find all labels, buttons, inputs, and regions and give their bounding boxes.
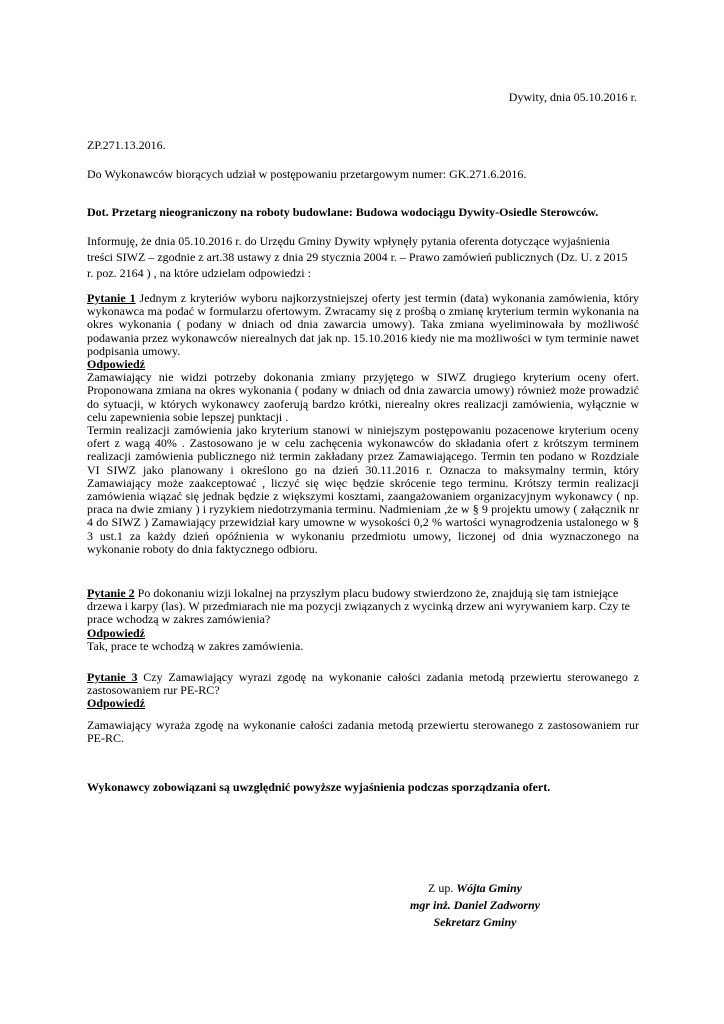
intro-paragraph bbox=[87, 233, 639, 281]
question-3-text: Czy Zamawiający wyrazi zgodę na wykonanie całości zadania metodą przewiertu sterowanego z zastosowaniem rur PE-RC? bbox=[87, 670, 639, 698]
question-2-block bbox=[87, 587, 639, 653]
place-date: Dywity, dnia 05.10.2016 r. bbox=[508, 90, 637, 104]
signature-role-line bbox=[400, 880, 550, 897]
intro-line-3: r. poz. 2164 ) , na które udzielam odpowiedzi : bbox=[87, 266, 311, 280]
reference-number: ZP.271.13.2016. bbox=[87, 138, 166, 152]
signature-block bbox=[400, 880, 550, 931]
addressee-line: Do Wykonawców biorących udział w postępowaniu przetargowym numer: GK.271.6.2016. bbox=[87, 167, 527, 181]
answer-1-paragraph-2: Termin realizacji zamówienia jako kryterium stanowi w niniejszym postępowaniu pozacenowe kryterium oceny ofert z wagą 40% . Zastosowano je w celu zachęcenia wykonawców do składania ofert z krótszym terminem realizacji zamówienia publicznego niż termin zakładany przez Zamawiającego. Termin ten podano w Rozdziale VI SIWZ jako planowany i określono go na dzień 30.11.2016 r. Oznacza to maksymalny termin, który Zamawiający może zaakceptować , liczyć się więc będzie skrócenie tego terminu. Krótszy termin realizacji zamówienia wiązać się jednak będzie z większymi kosztami, zaangażowaniem organizacyjnym wykonawcy ( np. praca na dwie zmiany ) i ryzykiem niedotrzymania terminu. Nadmieniam ,że w § 9 projektu umowy ( załącznik nr 4 do SIWZ ) Zamawiający przewidział kary umowne w wysokości 0,2 % wartości wynagrodzenia ustalonego w § 3 ust.1 za każdy dzień opóźnienia w wykonaniu przedmiotu umowy, liczonej od dnia wyznaczonego na wykonanie roboty do dnia faktycznego odbioru. bbox=[87, 423, 639, 556]
answer-3-label: Odpowiedź bbox=[87, 696, 146, 711]
signature-role: Wójta Gminy bbox=[456, 881, 522, 895]
answer-1-label: Odpowiedź bbox=[87, 357, 146, 372]
answer-1-paragraph-1: Zamawiający nie widzi potrzeby dokonania zmiany przyjętego w SIWZ drugiego kryterium oceny ofert. Proponowana zmiana na okres wykonania ( podany w dniach od dnia zawarcia umowy) również może prowadzić do sytuacji, w których wykonawcy zaoferują bardzo krótki, nierealny okres realizacji zamówienia, wyłącznie w celu zapewnienia sobie lepszej punktacji . bbox=[87, 370, 639, 424]
intro-line-1: Informuję, że dnia 05.10.2016 r. do Urzędu Gminy Dywity wpłynęły pytania oferenta dotyczące wyjaśnienia bbox=[87, 234, 610, 248]
answer-2-text: Tak, prace te wchodzą w zakres zamówienia. bbox=[87, 638, 304, 653]
answer-2-label: Odpowiedź bbox=[87, 625, 146, 640]
answer-3-text: Zamawiający wyraża zgodę na wykonanie całości zadania metodą przewiertu sterowanego z zastosowaniem rur PE-RC. bbox=[87, 717, 639, 745]
question-3 bbox=[87, 671, 639, 697]
question-1-text: Jednym z kryteriów wyboru najkorzystniejszej oferty jest termin (data) wykonania zamówienia, który wykonawca ma podać w formularzu ofertowym. Zwracamy się z prośbą o zmianę kryterium termin wykonania na okres wykonania ( podany w dniach od dnia zawarcia umowy). Taka zmiana wyeliminowała by możliwość podawania przez wykonawców nierealnych dat jak np. 15.10.2016 kiedy nie ma możliwości w tym terminie nawet podpisania umowy. bbox=[87, 291, 639, 358]
question-1-block bbox=[87, 292, 639, 556]
question-1-label: Pytanie 1 bbox=[87, 291, 136, 305]
question-2-label: Pytanie 2 bbox=[87, 586, 135, 600]
signature-prefix: Z up. bbox=[427, 881, 457, 895]
question-3-block bbox=[87, 671, 639, 745]
question-2 bbox=[87, 587, 639, 627]
closing-statement: Wykonawcy zobowiązani są uwzględnić powyższe wyjaśnienia podczas sporządzania ofert. bbox=[87, 780, 551, 794]
signature-title: Sekretarz Gminy bbox=[433, 915, 517, 929]
question-2-text: Po dokonaniu wizji lokalnej na przyszłym placu budowy stwierdzono że, znajdują się tam istniejące drzewa i karpy (las). W przedmiarach nie ma pozycji związanych z wycinką drzew ani wyrywaniem karp. Czy te prace wchodzą w zakres zamówienia? bbox=[87, 586, 630, 627]
question-1 bbox=[87, 292, 639, 358]
intro-line-2: treści SIWZ – zgodnie z art.38 ustawy z dnia 29 stycznia 2004 r. – Prawo zamówień publicznych (Dz. U. z 2015 bbox=[87, 250, 628, 264]
subject-line: Dot. Przetarg nieograniczony na roboty budowlane: Budowa wodociągu Dywity-Osiedle Sterowców. bbox=[87, 205, 599, 219]
signature-name: mgr inż. Daniel Zadworny bbox=[409, 898, 541, 912]
question-3-label: Pytanie 3 bbox=[87, 670, 138, 684]
